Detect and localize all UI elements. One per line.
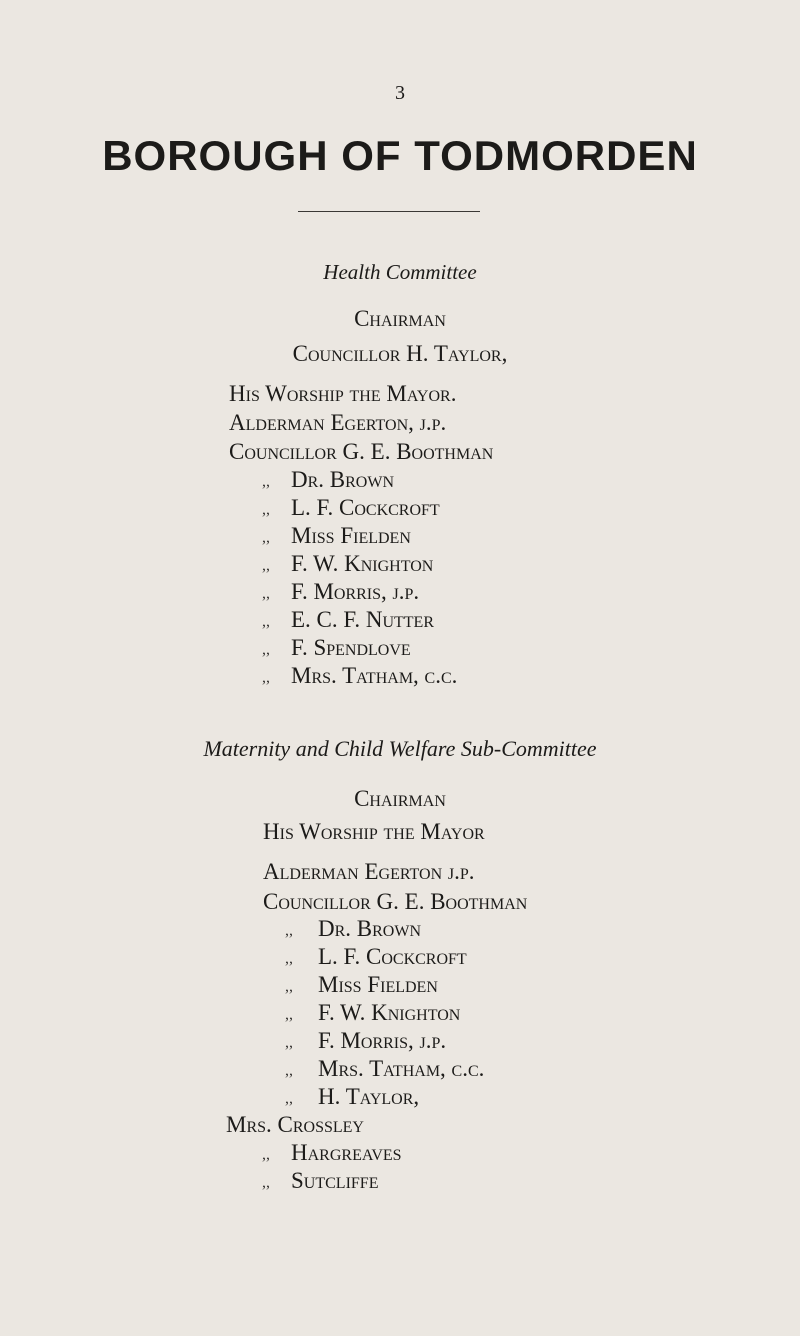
ditto-mark: ,, — [285, 1006, 293, 1023]
maternity-chairman-name: His Worship the Mayor — [263, 819, 485, 844]
maternity-member: F. Morris, j.p. — [318, 1028, 447, 1053]
ditto-mark: ,, — [262, 557, 270, 574]
maternity-member: H. Taylor, — [318, 1084, 420, 1109]
health-member: Mrs. Tatham, c.c. — [291, 663, 458, 688]
ditto-mark: ,, — [262, 1174, 270, 1191]
health-member: E. C. F. Nutter — [291, 607, 434, 632]
health-member: F. Morris, j.p. — [291, 579, 420, 604]
maternity-member: Councillor G. E. Boothman — [263, 889, 528, 914]
page-title: BOROUGH OF TODMORDEN — [102, 132, 698, 179]
maternity-member: Miss Fielden — [318, 972, 438, 997]
health-member: F. W. Knighton — [291, 551, 434, 576]
ditto-mark: ,, — [285, 978, 293, 995]
maternity-committee-heading: Maternity and Child Welfare Sub-Committee — [203, 736, 597, 761]
ditto-mark: ,, — [262, 669, 270, 686]
ditto-mark: ,, — [262, 473, 270, 490]
health-member: Miss Fielden — [291, 523, 411, 548]
co-opted-member: Mrs. Crossley — [226, 1112, 364, 1137]
health-chairman-name: Councillor H. Taylor, — [292, 341, 508, 366]
ditto-mark: ,, — [262, 585, 270, 602]
page-number: 3 — [395, 82, 405, 104]
ditto-mark: ,, — [285, 1034, 293, 1051]
health-chairman-label: Chairman — [354, 306, 446, 331]
health-member: F. Spendlove — [291, 635, 411, 660]
maternity-member: Mrs. Tatham, c.c. — [318, 1056, 485, 1081]
health-member: L. F. Cockcroft — [291, 495, 440, 520]
co-opted-member: Hargreaves — [291, 1140, 402, 1165]
co-opted-member: Sutcliffe — [291, 1168, 379, 1193]
maternity-chairman-label: Chairman — [354, 786, 446, 811]
maternity-member: L. F. Cockcroft — [318, 944, 467, 969]
ditto-mark: ,, — [262, 501, 270, 518]
ditto-mark: ,, — [262, 613, 270, 630]
maternity-member: F. W. Knighton — [318, 1000, 461, 1025]
health-committee-heading: Health Committee — [323, 260, 477, 284]
ditto-mark: ,, — [262, 1146, 270, 1163]
maternity-member: Alderman Egerton j.p. — [263, 859, 475, 884]
health-member: His Worship the Mayor. — [229, 381, 457, 406]
ditto-mark: ,, — [262, 529, 270, 546]
title-divider — [298, 211, 480, 212]
maternity-member: Dr. Brown — [318, 916, 422, 941]
ditto-mark: ,, — [285, 1090, 293, 1107]
ditto-mark: ,, — [285, 922, 293, 939]
health-member: Dr. Brown — [291, 467, 395, 492]
ditto-mark: ,, — [262, 641, 270, 658]
ditto-mark: ,, — [285, 1062, 293, 1079]
ditto-mark: ,, — [285, 950, 293, 967]
health-member: Councillor G. E. Boothman — [229, 439, 494, 464]
health-member: Alderman Egerton, j.p. — [229, 410, 447, 435]
